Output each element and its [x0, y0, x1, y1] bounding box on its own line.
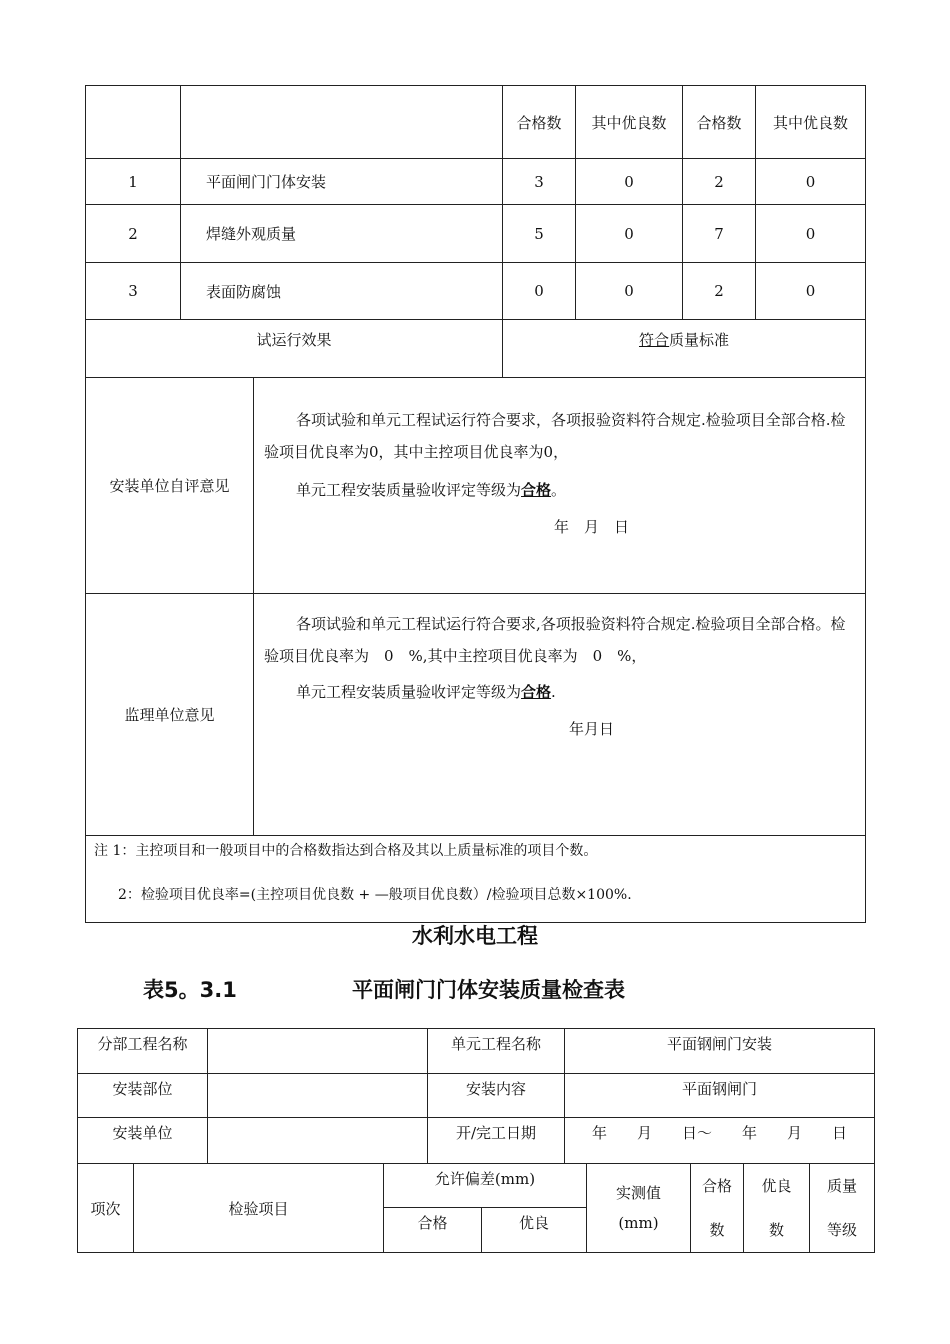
row-number: 1 [86, 159, 181, 205]
row-value: 7 [683, 205, 756, 263]
row-value: 0 [756, 205, 866, 263]
grade-value: 合格 [521, 481, 552, 499]
measured-label: 实测值 [615, 1184, 661, 1202]
info-row [78, 1118, 875, 1164]
row-value: 0 [576, 205, 683, 263]
quality-line-1: 质量 [826, 1177, 857, 1195]
supervisor-opinion-date: 年月日 [568, 720, 614, 738]
item-header: 检验项目 [134, 1164, 384, 1253]
note-1: 注 1：主控项目和一般项目中的合格数指达到合格及其以上质量标准的项目个数。 [94, 843, 598, 859]
self-evaluation-label: 安装单位自评意见 [86, 378, 254, 594]
notes-row [86, 836, 866, 923]
row-value: 2 [683, 263, 756, 320]
trial-run-label: 试运行效果 [86, 320, 503, 378]
header-qualified-count: 合格数 [683, 86, 756, 159]
self-evaluation-paragraph: 各项试验和单元工程试运行符合要求，各项报验资料符合规定.检验项目全部合格.检验项目优良率为0，其中主控项目优良率为0， [264, 411, 846, 461]
excellent-count-line-1: 优良 [761, 1177, 792, 1195]
pass-count-line-2: 数 [709, 1221, 725, 1239]
header-qualified-count: 合格数 [503, 86, 576, 159]
project-info-table [77, 1028, 875, 1164]
measured-unit: (mm) [618, 1214, 659, 1232]
check-header-row [78, 1164, 875, 1208]
sub-project-value [208, 1029, 428, 1074]
pass-count-line-1: 合格 [701, 1177, 732, 1195]
row-value: 0 [756, 263, 866, 320]
grade-prefix: 单元工程安装质量验收评定等级为 [296, 481, 522, 499]
sub-project-label: 分部工程名称 [78, 1029, 208, 1074]
info-row [78, 1029, 875, 1074]
blank-cell [86, 86, 181, 159]
date-value: 年 月 日～ 年 月 日 [565, 1118, 875, 1164]
header-row [86, 86, 866, 159]
blank-cell [181, 86, 503, 159]
row-item-name: 表面防腐蚀 [181, 263, 503, 320]
excellent-count-header [744, 1164, 810, 1253]
grade-value: 合格 [521, 683, 552, 701]
pass-count-header [691, 1164, 744, 1253]
table-row [86, 205, 866, 263]
row-item-name: 平面闸门门体安装 [181, 159, 503, 205]
supervisor-opinion-row [86, 594, 866, 836]
info-row [78, 1074, 875, 1118]
qualified-tolerance-header: 合格 [384, 1208, 482, 1253]
notes-cell [86, 836, 866, 923]
self-evaluation-date: 年 月 日 [553, 518, 629, 536]
row-value: 5 [503, 205, 576, 263]
grade-prefix: 单元工程安装质量验收评定等级为 [296, 683, 522, 701]
inspection-summary-table [85, 85, 866, 923]
self-evaluation-content [254, 378, 866, 594]
unit-project-value: 平面钢闸门安装 [565, 1029, 875, 1074]
supervisor-grade-line [264, 676, 859, 708]
supervisor-opinion-content [254, 594, 866, 836]
install-part-label: 安装部位 [78, 1074, 208, 1118]
row-value: 0 [576, 263, 683, 320]
install-part-value [208, 1074, 428, 1118]
row-value: 2 [683, 159, 756, 205]
self-evaluation-row [86, 378, 866, 594]
tolerance-header: 允许偏差(mm) [384, 1164, 587, 1208]
note-2: 2：检验项目优良率=(主控项目优良数 + —般项目优良数）/检验项目总数×100%. [118, 887, 632, 903]
date-label: 开/完工日期 [428, 1118, 565, 1164]
trial-run-value-underlined: 符合 [638, 331, 669, 349]
trial-run-value [503, 320, 866, 378]
quality-grade-header [810, 1164, 875, 1253]
row-value: 0 [576, 159, 683, 205]
row-number: 3 [86, 263, 181, 320]
trial-run-value-rest: 质量标准 [669, 331, 730, 349]
measured-header [587, 1164, 691, 1253]
grade-suffix: . [551, 683, 556, 701]
row-value: 0 [503, 263, 576, 320]
table-title: 平面闸门门体安装质量检查表 [352, 978, 625, 1002]
header-excellent-count: 其中优良数 [756, 86, 866, 159]
supervisor-opinion-paragraph: 各项试验和单元工程试运行符合要求,各项报验资料符合规定.检验项目全部合格。检验项目优良率为 0 %,其中主控项目优良率为 0 %， [264, 615, 846, 665]
table-row [86, 159, 866, 205]
install-unit-value [208, 1118, 428, 1164]
excellent-tolerance-header: 优良 [482, 1208, 587, 1253]
supervisor-opinion-label: 监理单位意见 [86, 594, 254, 836]
trial-run-row [86, 320, 866, 378]
install-content-label: 安装内容 [428, 1074, 565, 1118]
item-number-header: 项次 [78, 1164, 134, 1253]
document-heading: 水利水电工程 [412, 924, 538, 948]
install-unit-label: 安装单位 [78, 1118, 208, 1164]
row-value: 0 [756, 159, 866, 205]
table-number: 表5。3.1 [143, 978, 237, 1002]
unit-project-label: 单元工程名称 [428, 1029, 565, 1074]
quality-line-2: 等级 [826, 1221, 857, 1239]
grade-suffix: 。 [551, 481, 567, 499]
install-content-value: 平面钢闸门 [565, 1074, 875, 1118]
row-number: 2 [86, 205, 181, 263]
table-row [86, 263, 866, 320]
excellent-count-line-2: 数 [768, 1221, 784, 1239]
header-excellent-count: 其中优良数 [576, 86, 683, 159]
inspection-item-header-table [77, 1163, 875, 1253]
row-item-name: 焊缝外观质量 [181, 205, 503, 263]
self-evaluation-grade-line [264, 474, 859, 506]
row-value: 3 [503, 159, 576, 205]
